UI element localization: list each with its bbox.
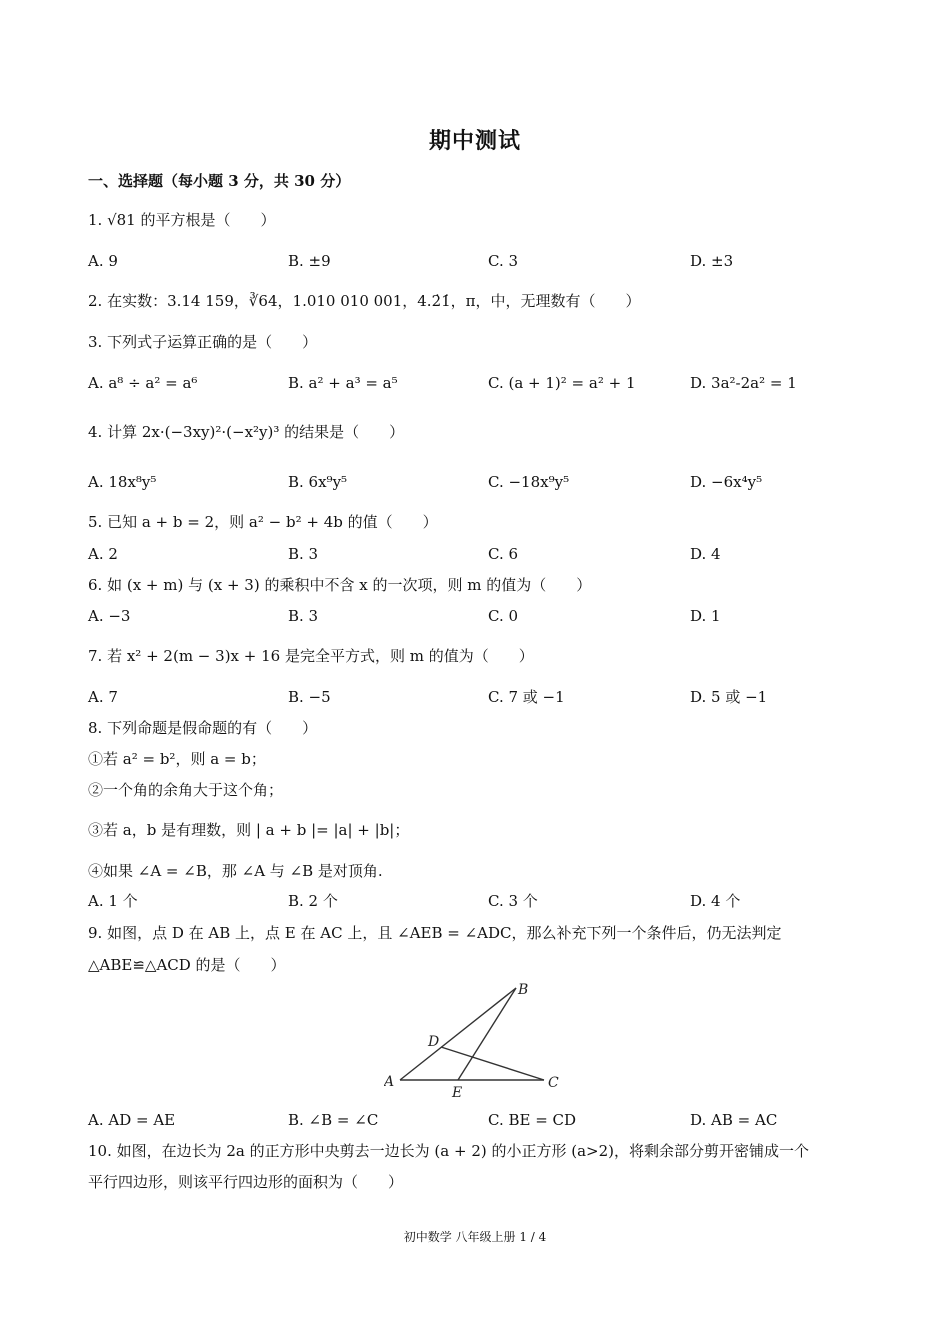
option-b: B. 3 bbox=[288, 607, 319, 625]
option-a: A. a⁸ ÷ a² = a⁶ bbox=[88, 374, 198, 392]
question-3-stem: 3. 下列式子运算正确的是（ ） bbox=[88, 333, 318, 351]
question-10-stem-line-1: 10. 如图，在边长为 2a 的正方形中央剪去一边长为 (a + 2) 的小正方形 (a>2)，将剩余部分剪开密铺成一个 bbox=[88, 1142, 810, 1160]
statement-4: ④如果 ∠A = ∠B，那 ∠A 与 ∠B 是对顶角. bbox=[88, 862, 383, 880]
label-d: D bbox=[428, 1034, 440, 1050]
segment-dc bbox=[441, 1047, 544, 1080]
option-d: D. −6x⁴y⁵ bbox=[690, 473, 763, 491]
option-a: A. 1 个 bbox=[88, 892, 138, 910]
question-9-stem-line-2: △ABE≌△ACD 的是（ ） bbox=[88, 956, 286, 974]
question-9-stem-line-1: 9. 如图，点 D 在 AB 上，点 E 在 AC 上，且 ∠AEB = ∠ADC，那么补充下列一个条件后，仍无法判定 bbox=[88, 924, 782, 942]
option-c: C. 3 bbox=[488, 252, 519, 270]
label-b: B bbox=[518, 982, 529, 998]
option-c: C. −18x⁹y⁵ bbox=[488, 473, 570, 491]
option-d: D. 3a²-2a² = 1 bbox=[690, 374, 797, 392]
page-footer: 初中数学 八年级上册 1 / 4 bbox=[403, 1230, 547, 1244]
question-2-stem: 2. 在实数：3.14 159，∛64，1.010 010 001，4.2̇1̇，π，中，无理数有（ ） bbox=[88, 292, 641, 310]
option-a: A. 7 bbox=[88, 688, 118, 706]
option-c: C. 7 或 −1 bbox=[488, 688, 565, 706]
option-b: B. 6x⁹y⁵ bbox=[288, 473, 348, 491]
statement-3: ③若 a，b 是有理数，则 | a + b |= |a| + |b|； bbox=[88, 821, 410, 839]
question-4-stem: 4. 计算 2x·(−3xy)²·(−x²y)³ 的结果是（ ） bbox=[88, 423, 405, 441]
option-a: A. 2 bbox=[88, 545, 118, 563]
question-1-stem: 1. √81 的平方根是（ ） bbox=[88, 211, 276, 229]
option-a: A. 18x⁸y⁵ bbox=[88, 473, 157, 491]
page-title: 期中测试 bbox=[428, 128, 521, 154]
option-a: A. −3 bbox=[88, 607, 131, 625]
option-b: B. 3 bbox=[288, 545, 319, 563]
section-heading: 一、选择题（每小题 3 分，共 30 分） bbox=[88, 172, 351, 190]
question-8-stem: 8. 下列命题是假命题的有（ ） bbox=[88, 719, 318, 737]
option-c: C. 6 bbox=[488, 545, 519, 563]
label-e: E bbox=[452, 1085, 463, 1101]
label-a: A bbox=[384, 1074, 395, 1090]
question-7-stem: 7. 若 x² + 2(m − 3)x + 16 是完全平方式，则 m 的值为（ ） bbox=[88, 647, 534, 665]
option-a: A. 9 bbox=[88, 252, 118, 270]
question-10-stem-line-2: 平行四边形，则该平行四边形的面积为（ ） bbox=[88, 1173, 404, 1191]
option-d: D. 5 或 −1 bbox=[690, 688, 768, 706]
option-d: D. ±3 bbox=[690, 252, 734, 270]
segment-be bbox=[458, 988, 516, 1080]
option-a: A. AD = AE bbox=[88, 1111, 176, 1129]
label-c: C bbox=[548, 1075, 559, 1091]
option-c: C. 0 bbox=[488, 607, 519, 625]
option-d: D. 4 个 bbox=[690, 892, 741, 910]
question-6-stem: 6. 如 (x + m) 与 (x + 3) 的乘积中不含 x 的一次项，则 m 的值为（ ） bbox=[88, 576, 592, 594]
option-b: B. 2 个 bbox=[288, 892, 338, 910]
option-c: C. 3 个 bbox=[488, 892, 538, 910]
option-d: D. 4 bbox=[690, 545, 721, 563]
option-b: B. ±9 bbox=[288, 252, 331, 270]
option-d: D. 1 bbox=[690, 607, 721, 625]
statement-1: ①若 a² = b²，则 a = b； bbox=[88, 750, 266, 768]
segment-ab bbox=[400, 988, 516, 1080]
option-b: B. ∠B = ∠C bbox=[288, 1111, 379, 1129]
option-d: D. AB = AC bbox=[690, 1111, 778, 1129]
option-c: C. (a + 1)² = a² + 1 bbox=[488, 374, 636, 392]
statement-2: ②一个角的余角大于这个角； bbox=[88, 781, 284, 799]
triangle-figure bbox=[384, 980, 570, 1102]
option-b: B. a² + a³ = a⁵ bbox=[288, 374, 398, 392]
option-b: B. −5 bbox=[288, 688, 331, 706]
question-5-stem: 5. 已知 a + b = 2，则 a² − b² + 4b 的值（ ） bbox=[88, 513, 438, 531]
option-c: C. BE = CD bbox=[488, 1111, 577, 1129]
